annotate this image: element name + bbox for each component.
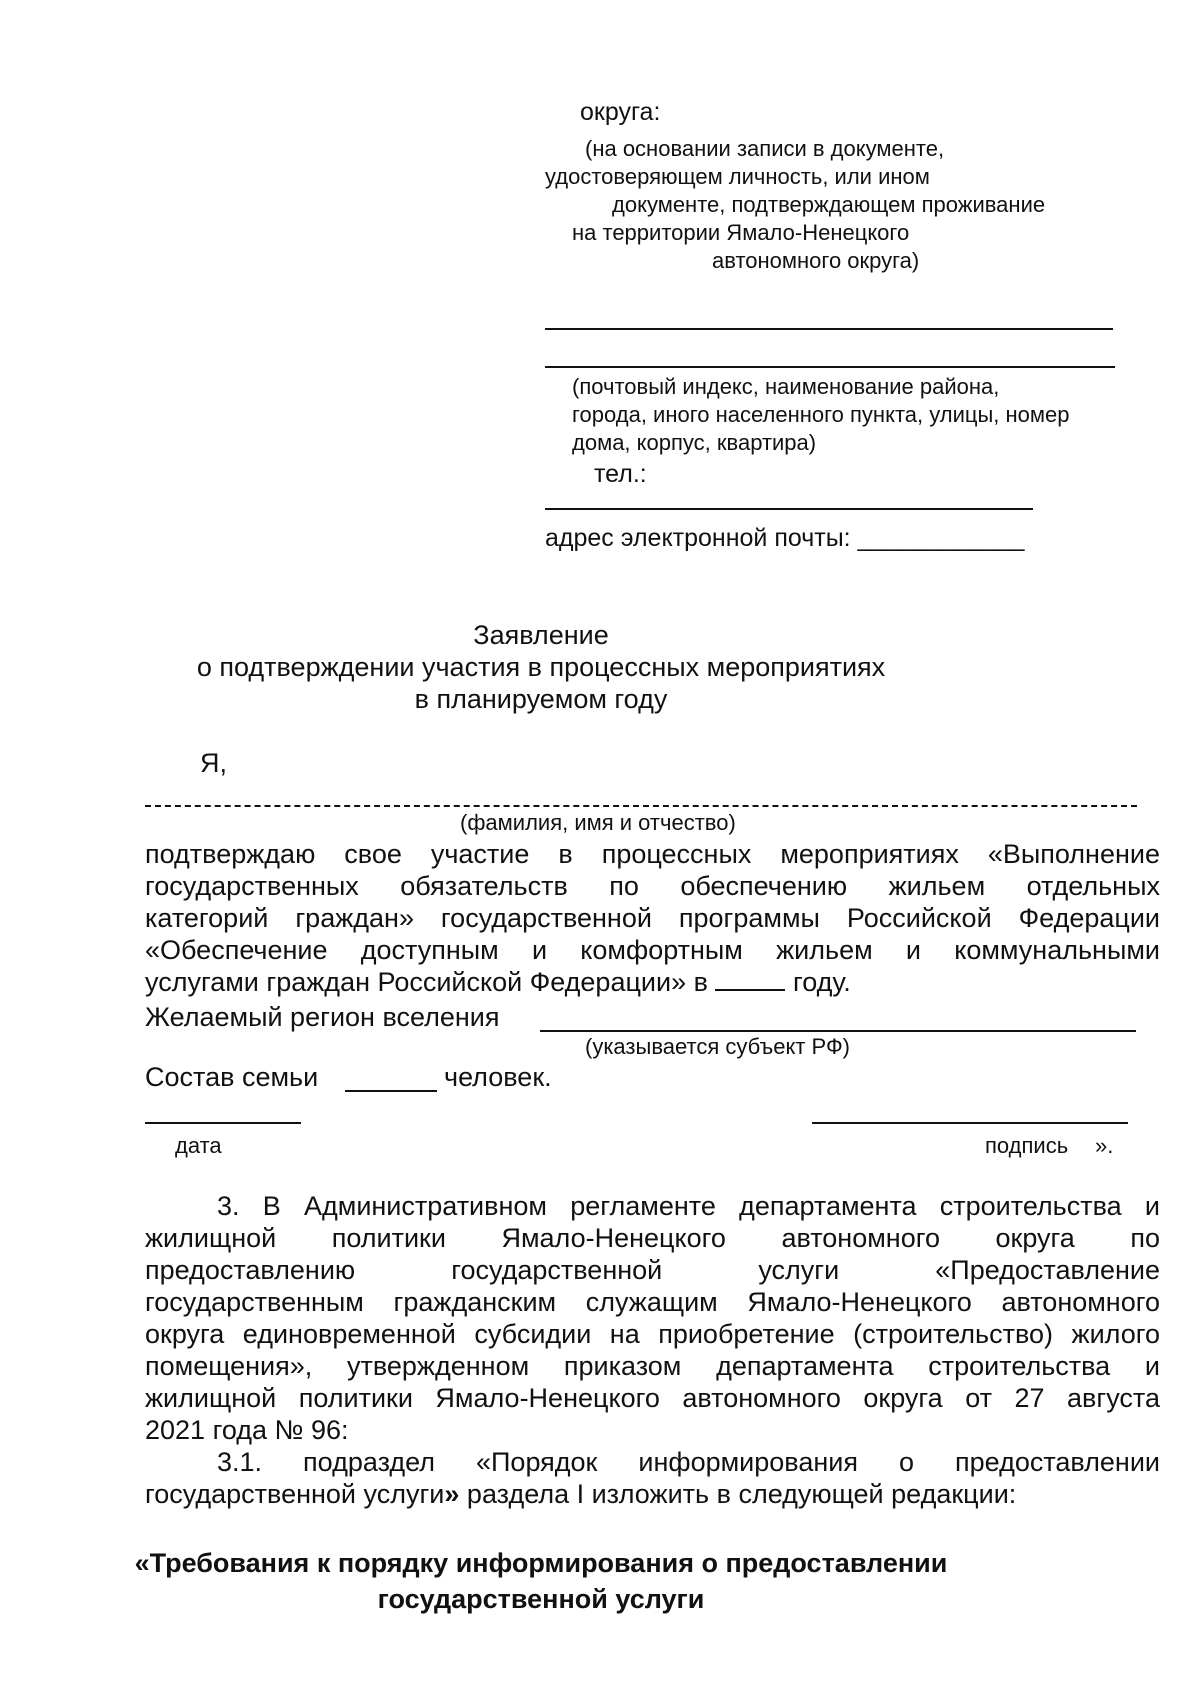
signature-label: подпись [985,1133,1069,1158]
region-line[interactable] [540,1030,1136,1032]
tel-line[interactable] [545,508,1033,510]
year-field[interactable] [715,967,785,991]
region-note: (указывается субъект РФ) [585,1034,850,1059]
address-note-line-2: города, иного населенного пункта, улицы, номер [572,402,1070,427]
tel-label: тел.: [594,460,647,488]
body-line-2: государственных обязательств по обеспечению жильем отдельных [145,871,1160,901]
amend-line-4: государственным гражданским служащим Ямало-Ненецкого автономного [145,1287,1160,1317]
date-line[interactable] [145,1122,301,1124]
statement-subtitle-2: в планируемом году [414,684,668,714]
section-heading-1: «Требования к порядку информирования о предоставлении [134,1548,948,1578]
region-label: Желаемый регион вселения [145,1002,500,1032]
family-count-line[interactable] [345,1090,437,1092]
amend-line-6: помещения», утвержденном приказом департамента строительства и [145,1351,1160,1381]
body-line-3: категорий граждан» государственной программы Российской Федерации [145,903,1160,933]
amend-line-8: 2021 года № 96: [145,1415,349,1445]
fio-note: (фамилия, имя и отчество) [460,810,736,835]
basis-note-line-1: (на основании записи в документе, [585,136,945,161]
sub-line-2 [145,1478,1160,1510]
fio-line[interactable] [145,805,1137,807]
basis-note-line-5: автономного округа) [712,248,920,273]
sub-line-2-tail: раздела I изложить в следующей редакции: [459,1479,1017,1509]
signature-line[interactable] [812,1122,1128,1124]
amend-line-3: предоставлению государственной услуги «Предоставление [145,1255,1160,1285]
body-line-4: «Обеспечение доступным и комфортным жильем и коммунальными [145,935,1160,965]
amend-line-2: жилищной политики Ямало-Ненецкого автономного округа по [145,1223,1160,1253]
address-note-line-1: (почтовый индекс, наименование района, [572,374,1000,399]
date-label: дата [175,1133,222,1158]
basis-note-line-3: документе, подтверждающем проживание [612,192,1046,217]
body-line-5-text: услугами граждан Российской Федерации» в [145,967,708,997]
family-after: человек. [444,1062,552,1092]
statement-title: Заявление [473,620,609,650]
basis-note-line-4: на территории Ямало-Ненецкого [572,220,910,245]
body-line-1: подтверждаю свое участие в процессных мероприятиях «Выполнение [145,839,1160,869]
okruga-label: округа: [580,98,661,126]
address-line-1[interactable] [545,328,1113,330]
amend-line-1: 3. В Административном регламенте департамента строительства и [217,1191,1160,1221]
body-line-5 [145,966,1160,998]
ya-label: Я, [200,748,227,778]
amend-line-7: жилищной политики Ямало-Ненецкого автономного округа от 27 августа [145,1383,1160,1413]
email-label: адрес электронной почты: ____________ [545,524,1025,552]
sub-line-2-text: государственной услуги [145,1479,445,1509]
address-note-line-3: дома, корпус, квартира) [572,430,817,455]
basis-note-line-2: удостоверяющем личность, или ином [545,164,930,189]
sub-line-2-quote: » [444,1479,460,1509]
sub-line-1: 3.1. подраздел «Порядок информирования о предоставлении [217,1447,1160,1477]
amend-line-5: округа единовременной субсидии на приобретение (строительство) жилого [145,1319,1160,1349]
body-line-5-tail: году. [792,967,851,997]
section-heading-2: государственной услуги [377,1584,705,1614]
statement-subtitle-1: о подтверждении участия в процессных мероприятиях [196,652,886,682]
closing-quote: ». [1095,1133,1114,1158]
family-label: Состав семьи [145,1062,319,1092]
address-line-2[interactable] [545,366,1115,368]
